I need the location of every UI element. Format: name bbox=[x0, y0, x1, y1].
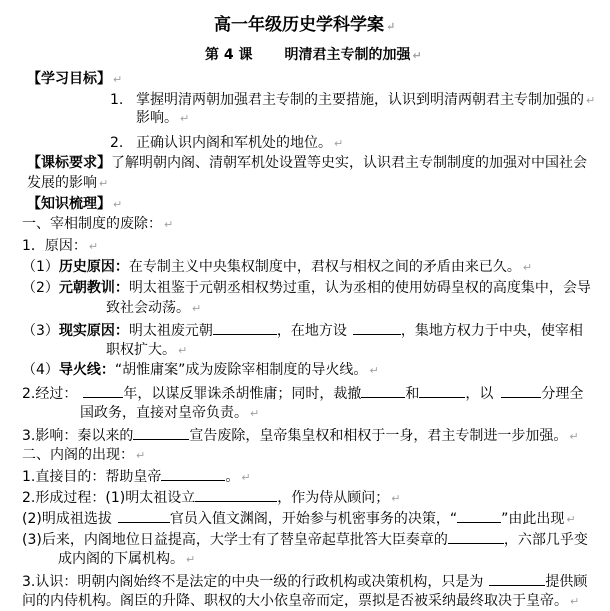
blank[interactable] bbox=[213, 321, 277, 335]
formation-line-3-cont: 成内阁的下属机构。 ↵ bbox=[58, 551, 196, 567]
formation-line-3: (3)后来，内阁地位日益提高，大学士有了替皇帝起草批答大臣奏章的 ，六部几乎变 bbox=[22, 532, 588, 548]
lesson-heading: 第 4 课 明清君主专制的加强 ↵ bbox=[205, 47, 422, 63]
goals-heading: 【学习目标】 ↵ bbox=[27, 71, 123, 87]
goal-item-1-cont: 影响。 ↵ bbox=[136, 110, 190, 126]
formation-line-1: 2.形成过程：(1)明太祖设立 ，作为侍从顾问； ↵ bbox=[22, 490, 401, 506]
goal-item-1: 1. 掌握明清两朝加强君主专制的主要措施，认识到明清两朝君主专制加强的 ↵ bbox=[110, 92, 596, 108]
purpose-line: 1.直接目的：帮助皇帝 。 ↵ bbox=[22, 469, 251, 485]
cause-2-cont: 致社会动荡。 ↵ bbox=[106, 300, 202, 316]
blank[interactable] bbox=[353, 321, 401, 335]
blank[interactable] bbox=[448, 530, 504, 544]
cause-4: （4）导火线：“胡惟庸案”成为废除宰相制度的导火线。 ↵ bbox=[22, 362, 379, 378]
document-title: 高一年级历史学科学案 ↵ bbox=[214, 15, 396, 35]
blank[interactable] bbox=[419, 384, 465, 398]
section-2-title: 二、内阁的出现： ↵ bbox=[22, 447, 146, 463]
blank[interactable] bbox=[161, 467, 225, 481]
understanding-line: 3.认识：明朝内阁始终不是法定的中央一级的行政机构或决策机构，只是为 提供顾 bbox=[22, 574, 588, 590]
requirement-line-2: 发展的影响 ↵ bbox=[27, 175, 109, 191]
process-line-cont: 国政务，直接对皇帝负责。 ↵ bbox=[80, 405, 260, 421]
section-1-title: 一、宰相制度的废除： ↵ bbox=[22, 216, 174, 232]
goal-item-2: 2. 正确认识内阁和军机处的地位。 ↵ bbox=[110, 135, 344, 151]
blank[interactable] bbox=[83, 384, 123, 398]
formation-line-2: (2)明成祖选拔 官员入值文渊阁，开始参与机密事务的决策，“ ”由此出现 ↵ bbox=[22, 511, 576, 527]
blank[interactable] bbox=[489, 572, 545, 586]
blank[interactable] bbox=[501, 384, 541, 398]
blank[interactable] bbox=[118, 509, 170, 523]
cause-2: （2）元朝教训：明太祖鉴于元朝丞相权势过重，认为丞相的使用妨碍皇权的高度集中，会导 bbox=[22, 280, 591, 296]
impact-line: 3.影响：秦以来的 宣告废除，皇帝集皇权和相权于一身，君主专制进一步加强。 ↵ bbox=[22, 428, 579, 444]
blank[interactable] bbox=[361, 384, 405, 398]
cause-3: （3）现实原因：明太祖废元朝 ，在地方设 ，集地方权力于中央，使宰相 bbox=[22, 323, 583, 339]
cause-3-cont: 职权扩大。 ↵ bbox=[106, 342, 188, 358]
cause-1: （1）历史原因：在专制主义中央集权制度中，君权与相权之间的矛盾由来已久。 ↵ bbox=[22, 259, 533, 275]
knowledge-heading: 【知识梳理】 ↵ bbox=[27, 196, 123, 212]
cause-heading: 1．原因： ↵ bbox=[22, 238, 99, 254]
requirement-line-1: 【课标要求】了解明朝内阁、清朝军机处设置等史实，认识君主专制制度的加强对中国社会 bbox=[27, 155, 587, 171]
understanding-line-cont: 问的内侍机构。阁臣的升降、职权的大小依皇帝而定，票拟是否被采纳最终取决于皇帝。 ↵ bbox=[22, 593, 580, 609]
blank[interactable] bbox=[133, 426, 189, 440]
blank[interactable] bbox=[457, 509, 501, 523]
process-line: 2.经过： 年，以谋反罪诛杀胡惟庸；同时，裁撤 和 ，以 分理全 bbox=[22, 386, 584, 402]
blank[interactable] bbox=[195, 488, 277, 502]
